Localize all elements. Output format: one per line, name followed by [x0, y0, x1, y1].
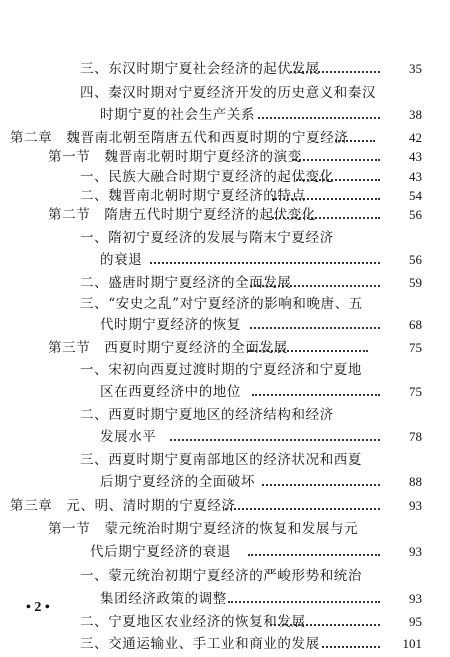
toc-entry-title: 一、民族大融合时期宁夏经济的起伏变化 [80, 169, 334, 185]
dot-leader [170, 439, 380, 441]
toc-page-number: 93 [409, 498, 422, 513]
toc-entry-section-cont [0, 588, 450, 610]
toc-entry-title: 一、蒙元统治初期宁夏经济的严峻形势和统治 [80, 568, 362, 584]
toc-entry-heading [0, 204, 450, 226]
toc-page-number: 95 [409, 614, 422, 629]
toc-entry-section [0, 611, 450, 633]
toc-entry-title: 三、东汉时期宁夏社会经济的起伏发展 [80, 61, 320, 77]
dot-leader [228, 601, 380, 603]
toc-page-number: 42 [409, 130, 422, 145]
toc-entry-section [0, 82, 450, 104]
toc-entry-title: 时期宁夏的社会生产关系 [100, 107, 256, 123]
toc-entry-title: 三、交通运输业、手工业和商业的发展 [80, 636, 320, 652]
dot-leader [272, 217, 380, 219]
toc-entry-section [0, 227, 450, 249]
dot-leader [150, 262, 380, 264]
toc-entry-title: 四、秦汉时期对宁夏经济开发的历史意义和秦汉 [80, 85, 377, 101]
toc-page-number: 93 [409, 544, 422, 559]
toc-page-number: 88 [409, 474, 422, 489]
dot-leader [250, 285, 380, 287]
toc-entry-title: 代时期宁夏经济的恢复 [100, 317, 241, 333]
toc-entry-section [0, 293, 450, 315]
toc-entry-title: 第一节 蒙元统治时期宁夏经济的恢复和发展与元 [48, 521, 359, 537]
toc-entry-section [0, 633, 450, 655]
dot-leader [225, 508, 380, 510]
toc-page-number: 59 [409, 275, 422, 290]
toc-entry-section [0, 565, 450, 587]
dot-leader [322, 646, 380, 648]
toc-entry-section [0, 359, 450, 381]
toc-entry-title: 第二节 隋唐五代时期宁夏经济的起伏变化 [48, 207, 316, 223]
toc-entry-title: 区在西夏经济中的地位 [100, 384, 241, 400]
toc-entry-title: 二、盛唐时期宁夏经济的全面发展 [80, 275, 292, 291]
dot-leader [272, 198, 380, 200]
toc-entry-title: 第三章 元、明、清时期的宁夏经济 [10, 498, 236, 514]
toc-page-number: 75 [409, 384, 422, 399]
toc-entry-title: 一、宋初向西夏过渡时期的宁夏经济和宁夏地 [80, 362, 362, 378]
toc-entry-section-cont [0, 426, 450, 448]
toc-entry-title: 集团经济政策的调整 [100, 591, 227, 607]
toc-entry-title: 三、“安史之乱”对宁夏经济的影响和晚唐、五 [80, 296, 363, 312]
toc-page-number: 75 [409, 340, 422, 355]
dot-leader [248, 554, 380, 556]
toc-entry-title: 代后期宁夏经济的衰退 [90, 544, 231, 560]
toc-entry-section-cont [0, 381, 450, 403]
toc-page-number: 56 [409, 207, 422, 222]
toc-entry-title: 一、隋初宁夏经济的发展与隋末宁夏经济 [80, 230, 334, 246]
dot-leader [292, 159, 380, 161]
toc-entry-heading [0, 518, 450, 540]
toc-entry-section-cont [0, 249, 450, 271]
toc-entry-title: 二、西夏时期宁夏地区的经济结构和经济 [80, 407, 334, 423]
dot-leader [258, 117, 380, 119]
toc-entry-section [0, 449, 450, 471]
toc-entry-heading [0, 146, 450, 168]
toc-entry-title: 第二章 魏晋南北朝至隋唐五代和西夏时期的宁夏经济 [10, 130, 349, 146]
dot-leader [335, 140, 375, 142]
toc-page-number: 68 [409, 317, 422, 332]
toc-entry-section [0, 404, 450, 426]
toc-entry-title: 二、宁夏地区农业经济的恢复和发展 [80, 614, 306, 630]
toc-entry-section-cont [0, 541, 450, 563]
dot-leader [252, 394, 380, 396]
toc-entry-title: 发展水平 [100, 429, 157, 445]
toc-entry-section-cont [0, 471, 450, 493]
toc-page-number: 43 [409, 169, 422, 184]
toc-page-number: 54 [409, 188, 422, 203]
toc-entry-title: 第三节 西夏时期宁夏经济的全面发展 [48, 340, 288, 356]
dot-leader [250, 327, 380, 329]
toc-page-number: 78 [409, 429, 422, 444]
toc-entry-section-cont [0, 104, 450, 126]
toc-page-number: 56 [409, 252, 422, 267]
toc-page-number: 35 [409, 61, 422, 76]
toc-entry-section-cont [0, 314, 450, 336]
dot-leader [248, 350, 368, 352]
dot-leader [296, 179, 380, 181]
toc-entry-title: 后期宁夏经济的全面破坏 [100, 474, 256, 490]
toc-page-number: 43 [409, 149, 422, 164]
dot-leader [262, 484, 380, 486]
toc-entry-title: 二、魏晋南北朝时期宁夏经济的特点 [80, 188, 306, 204]
toc-page-number: 38 [409, 107, 422, 122]
toc-entry-title: 第一节 魏晋南北朝时期宁夏经济的演变 [48, 149, 302, 165]
page-number: • 2 • [26, 600, 50, 615]
toc-entry-section [0, 58, 450, 80]
toc-entry-section [0, 272, 450, 294]
toc-entry-title: 三、西夏时期宁夏南部地区的经济状况和西夏 [80, 452, 362, 468]
toc-page-number: 93 [409, 591, 422, 606]
toc-entry-heading [0, 337, 450, 359]
dot-leader [270, 624, 380, 626]
toc-entry-title: 的衰退 [100, 252, 143, 268]
toc-page-number: 101 [402, 636, 422, 651]
toc-entry-chapter [0, 495, 450, 517]
dot-leader [290, 71, 380, 73]
